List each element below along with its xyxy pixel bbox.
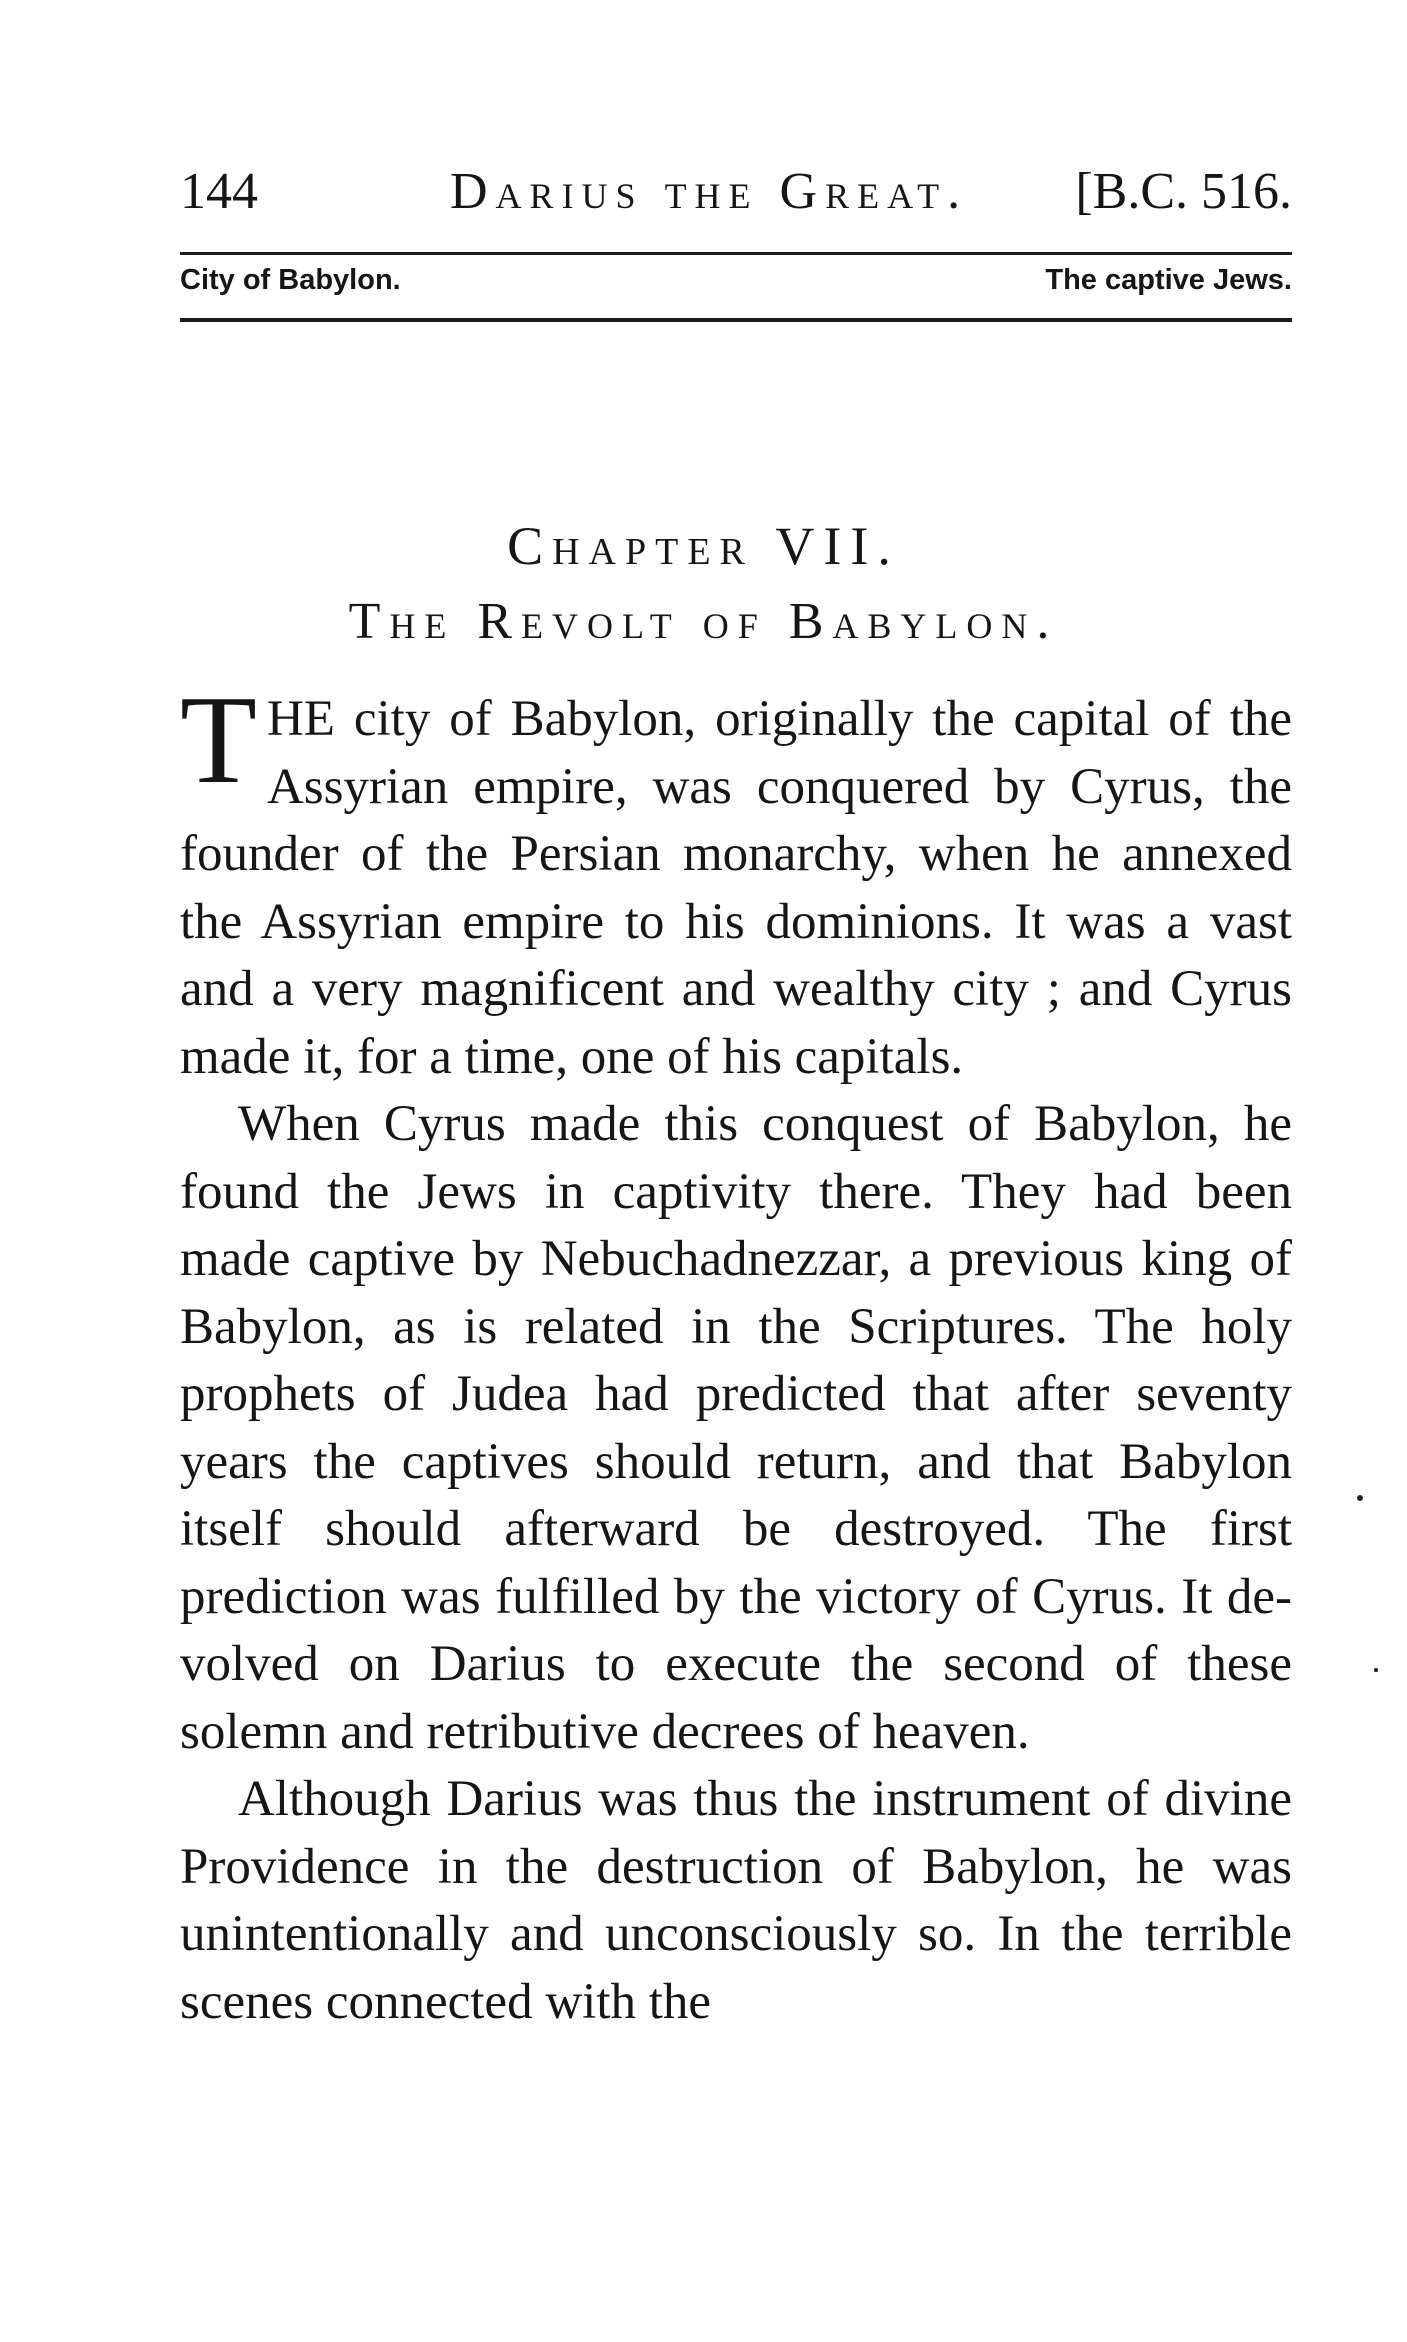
paragraph-1-text: HE city of Babylon, originally the capital of the Assyrian empire, was conquered by Cyrus, the founder of the Persian monarchy, when he annexed the Assyrian empire to his dominions. It was a vast and a very magnificent and wealthy city ; and Cyrus made it, for a time, one of his capitals. xyxy=(180,691,1292,1085)
running-date: [B.C. 516. xyxy=(1075,163,1292,220)
running-title: Darius the Great. xyxy=(450,163,969,220)
marginal-subheader xyxy=(180,264,1292,304)
paragraph-2: When Cyrus made this conquest of Babylon, he found the Jews in captivity there. They had been made captive by Nebuchadnezzar, a previous king of Babylon, as is related in the Scriptures. The holy prophets of Judea had predicted that after seventy years the captives should return, and that Babylon itself should afterward be destroyed. The first prediction was fulfilled by the victory of Cyrus. It devolved on Darius to execute the second of these solemn and retributive decrees of heaven. xyxy=(180,1096,1292,1760)
print-speck xyxy=(1357,1495,1363,1501)
print-speck xyxy=(1374,1668,1378,1672)
chapter-label: Chapter VII. xyxy=(507,516,900,576)
page-number: 144 xyxy=(180,163,258,220)
body-text xyxy=(180,671,1292,2036)
subheader-right: The captive Jews. xyxy=(1045,264,1292,296)
chapter-title: The Revolt of Babylon. xyxy=(348,593,1059,650)
running-head xyxy=(180,150,1292,220)
drop-cap: T xyxy=(180,671,257,810)
subheader-left: City of Babylon. xyxy=(180,264,401,296)
header-rule-bottom xyxy=(180,318,1292,322)
paragraph-3: Although Darius was thus the instrument of divine Providence in the destruction of Babylon, he was unintentionally and unconsciously so. In the terrible scenes connected with the xyxy=(180,1771,1292,2030)
header-rule-top xyxy=(180,252,1292,255)
paragraph-1 xyxy=(180,671,1292,1091)
